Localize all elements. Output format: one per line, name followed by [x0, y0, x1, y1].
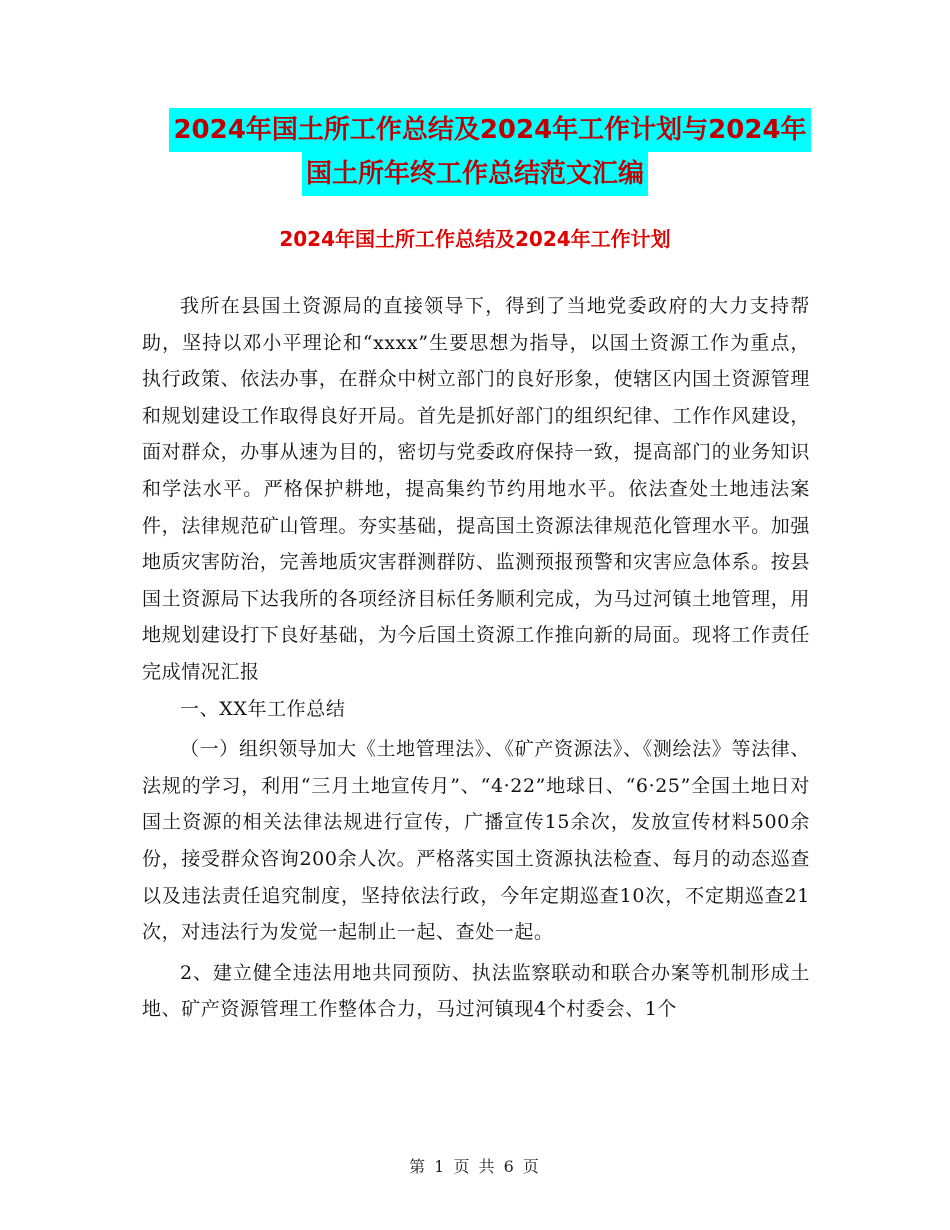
- title-line-2: 国土所年终工作总结范文汇编: [302, 152, 648, 196]
- paragraph-intro: 我所在县国土资源局的直接领导下，得到了当地党委政府的大力支持帮助，坚持以邓小平理论和“xxxx”生要思想为指导，以国土资源工作为重点，执行政策、依法办事，在群众中树立部门的良好形象，使辖区内国土资源管理和规划建设工作取得良好开局。首先是抓好部门的组织纪律、工作作风建设，面对群众，办事从速为目的，密切与党委政府保持一致，提高部门的业务知识和学法水平。严格保护耕地，提高集约节约用地水平。依法查处土地违法案件，法律规范矿山管理。夯实基础，提高国土资源法律规范化管理水平。加强地质灾害防治，完善地质灾害群测群防、监测预报预警和灾害应急体系。按县国土资源局下达我所的各项经济目标任务顺利完成，为马过河镇土地管理，用地规划建设打下良好基础，为今后国土资源工作推向新的局面。现将工作责任完成情况汇报: [142, 295, 810, 683]
- page-footer: 第 1 页 共 6 页: [409, 1157, 541, 1176]
- paragraph-section-1: （一）组织领导加大《土地管理法》、《矿产资源法》、《测绘法》等法律、法规的学习，利用“三月土地宣传月”、“4·22”地球日、“6·25”全国土地日对国土资源的相关法律法规进行宣传，广播宣传15余次，发放宣传材料500余份，接受群众咨询200余人次。严格落实国土资源执法检查、每月的动态巡查以及违法责任追究制度，坚持依法行政，今年定期巡查10次，不定期巡查21次，对违法行为发觉一起制止一起、查处一起。: [142, 738, 810, 944]
- section-subtitle: 2024年国土所工作总结及2024年工作计划: [279, 227, 671, 251]
- title-line-1: 2024年国土所工作总结及2024年工作计划与2024年: [169, 108, 810, 152]
- document-title: [0, 108, 950, 196]
- paragraph-heading-summary: 一、XX年工作总结: [180, 697, 346, 720]
- document-body: [142, 288, 810, 1028]
- paragraph-section-2: 2、建立健全违法用地共同预防、执法监察联动和联合办案等机制形成土地、矿产资源管理工作整体合力，马过河镇现4个村委会、1个: [142, 961, 810, 1021]
